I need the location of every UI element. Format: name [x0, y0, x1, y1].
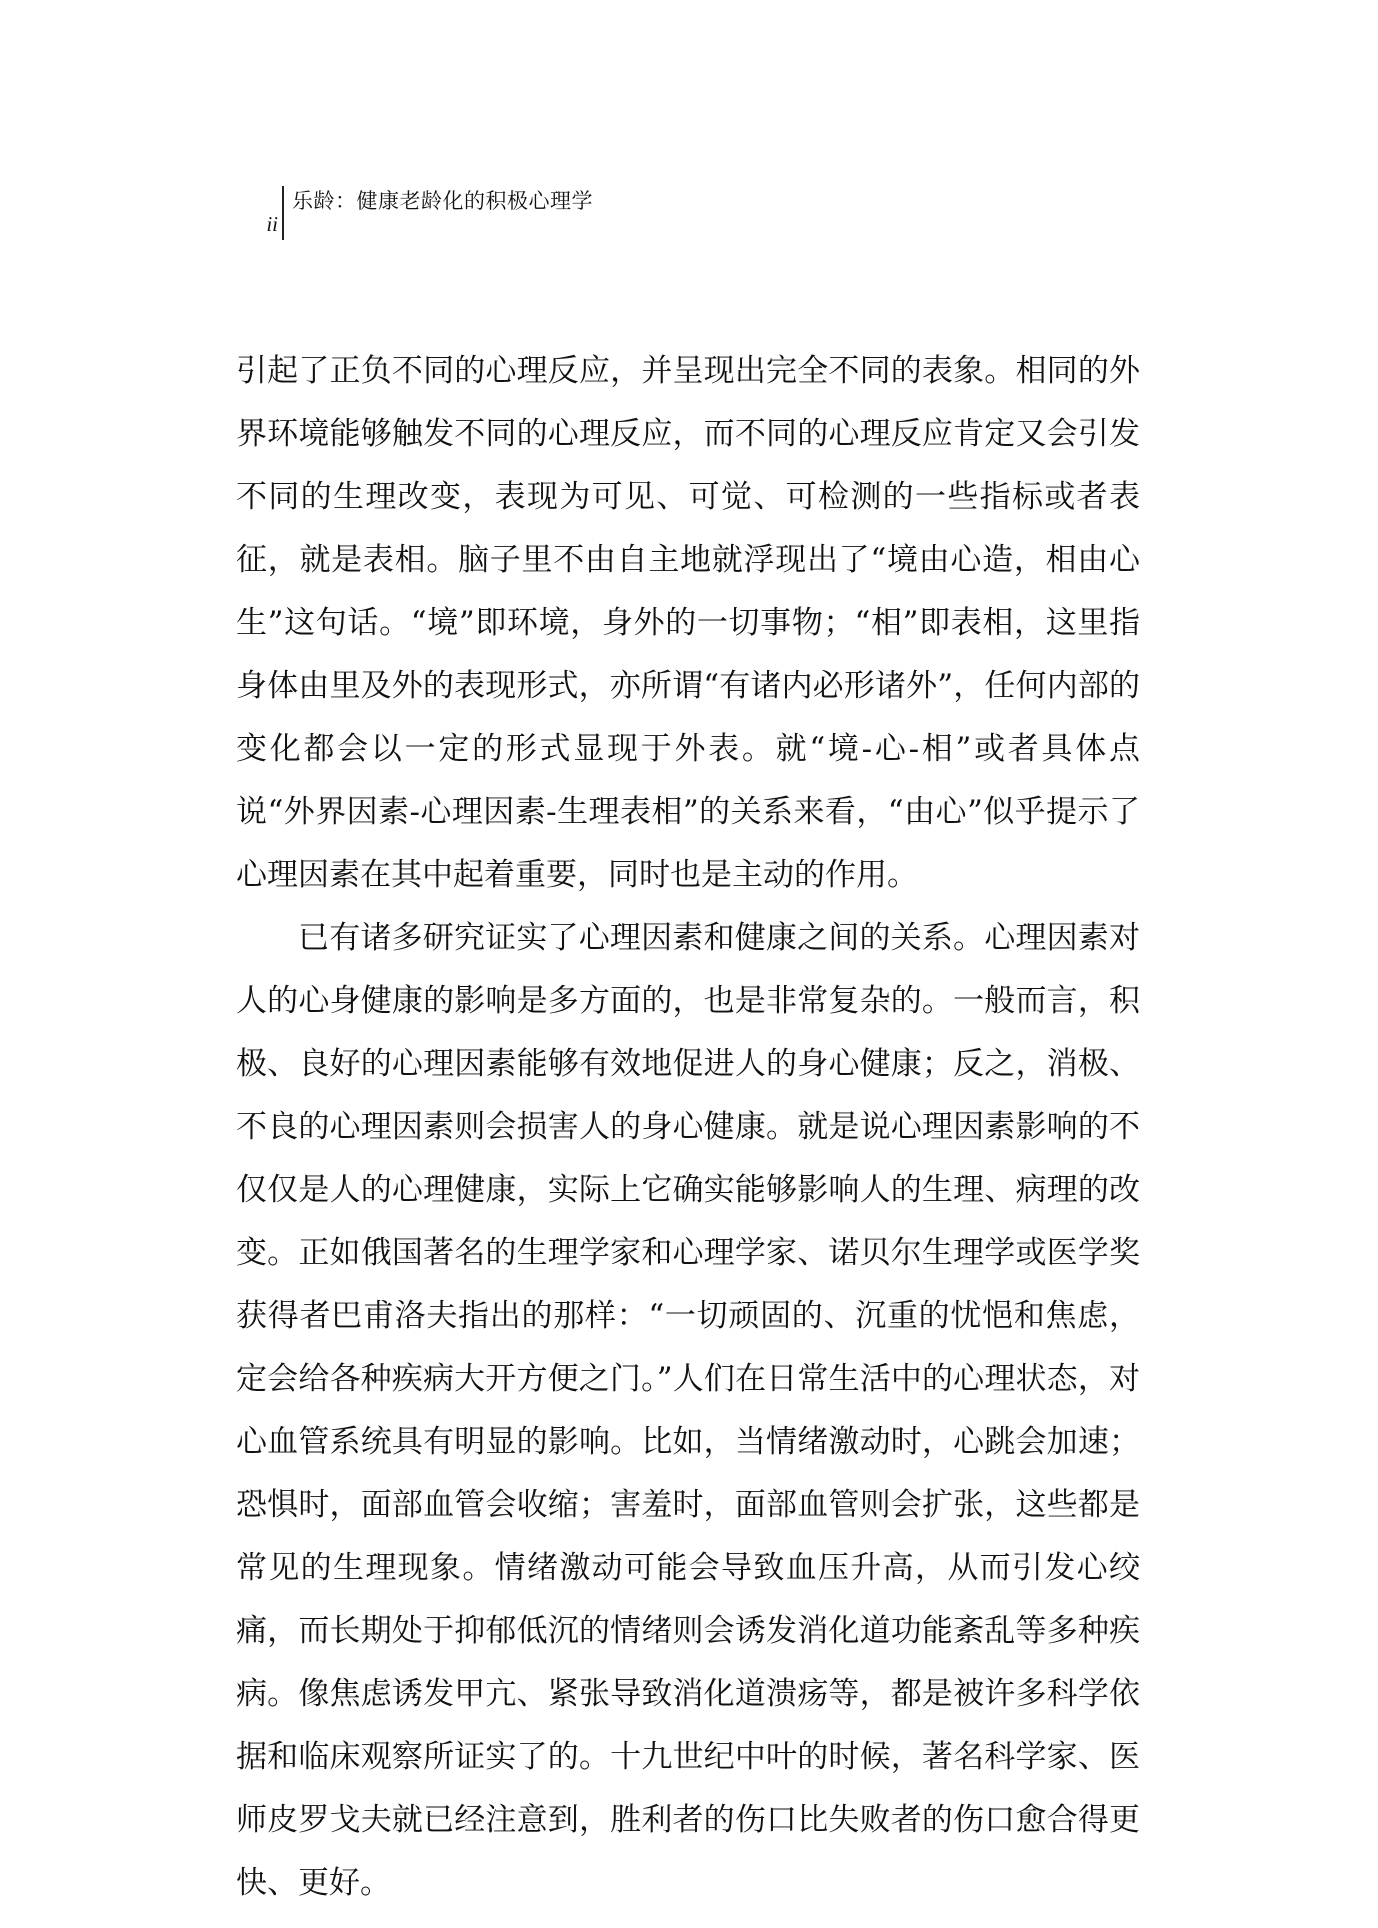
header-divider	[282, 186, 284, 240]
book-title: 乐龄：健康老龄化的积极心理学	[292, 189, 593, 213]
paragraph-psychological-factors: 已有诸多研究证实了心理因素和健康之间的关系。心理因素对人的心身健康的影响是多方面的，也是非常复杂的。一般而言，积极、良好的心理因素能够有效地促进人的身心健康；反之，消极、不良的心理因素则会损害人的身心健康。就是说心理因素影响的不仅仅是人的心理健康，实际上它确实能够影响人的生理、病理的改变。正如俄国著名的生理学家和心理学家、诺贝尔生理学或医学奖获得者巴甫洛夫指出的那样：“一切顽固的、沉重的忧悒和焦虑，定会给各种疾病大开方便之门。”人们在日常生活中的心理状态，对心血管系统具有明显的影响。比如，当情绪激动时，心跳会加速；恐惧时，面部血管会收缩；害羞时，面部血管则会扩张，这些都是常见的生理现象。情绪激动可能会导致血压升高，从而引发心绞痛，而长期处于抑郁低沉的情绪则会诱发消化道功能紊乱等多种疾病。像焦虑诱发甲亢、紧张导致消化道溃疡等，都是被许多科学依据和临床观察所证实了的。十九世纪中叶的时候，著名科学家、医师皮罗戈夫就已经注意到，胜利者的伤口比失败者的伤口愈合得更快、更好。	[236, 920, 1140, 1901]
paragraph-continued: 引起了正负不同的心理反应，并呈现出完全不同的表象。相同的外界环境能够触发不同的心理反应，而不同的心理反应肯定又会引发不同的生理改变，表现为可见、可觉、可检测的一些指标或者表征，就是表相。脑子里不由自主地就浮现出了“境由心造，相由心生”这句话。“境”即环境，身外的一切事物；“相”即表相，这里指身体由里及外的表现形式，亦所谓“有诸内必形诸外”，任何内部的变化都会以一定的形式显现于外表。就“境-心-相”或者具体点说“外界因素-心理因素-生理表相”的关系来看，“由心”似乎提示了心理因素在其中起着重要，同时也是主动的作用。	[236, 353, 1140, 893]
page-number: ii	[266, 212, 278, 236]
body-text	[236, 340, 1140, 1915]
